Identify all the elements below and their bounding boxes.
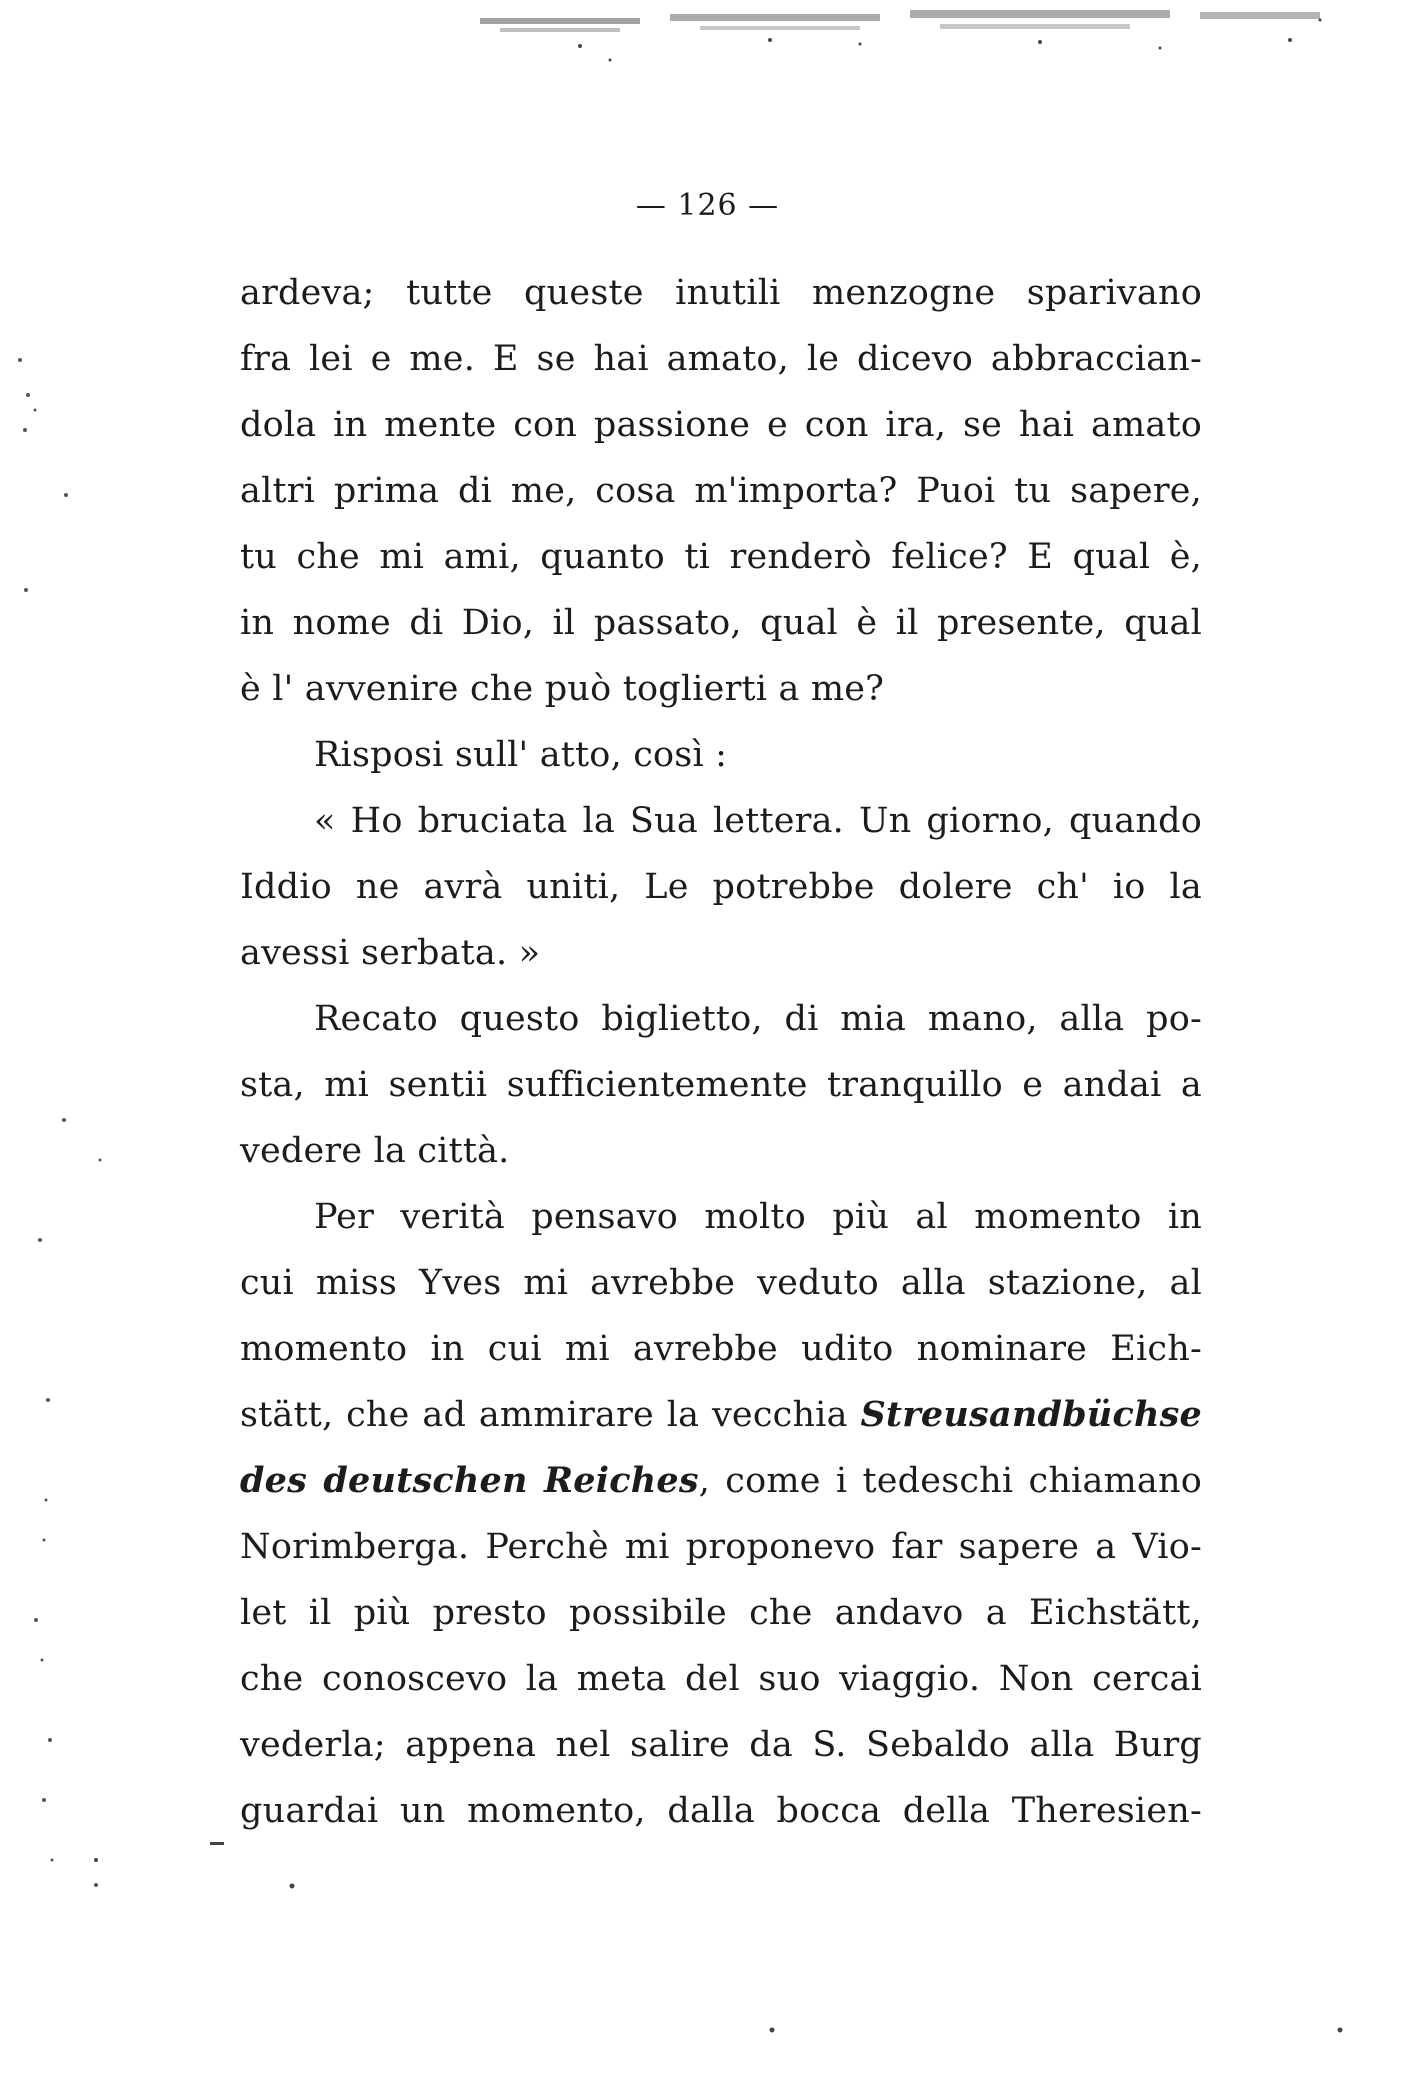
text-line-mixed xyxy=(240,1382,1202,1448)
text-line: altri prima di me, cosa m'importa? Puoi tu sapere, xyxy=(240,471,1202,511)
text-line: Norimberga. Perchè mi proponevo far sapere a Vio- xyxy=(240,1527,1202,1567)
text-line: tu che mi ami, quanto ti renderò felice? E qual è, xyxy=(240,537,1202,577)
text-line: let il più presto possibile che andavo a Eichstätt, xyxy=(240,1593,1202,1633)
text-line: cui miss Yves mi avrebbe veduto alla stazione, al xyxy=(240,1263,1202,1303)
text-line: Iddio ne avrà uniti, Le potrebbe dolere ch' io la xyxy=(240,867,1202,907)
italic-phrase: Streusandbüchse xyxy=(860,1394,1202,1435)
text-line: dola in mente con passione e con ira, se hai amato xyxy=(240,405,1202,445)
text-line: che conoscevo la meta del suo viaggio. Non cercai xyxy=(240,1659,1202,1699)
text-line: sta, mi sentii sufficientemente tranquillo e andai a xyxy=(240,1065,1202,1105)
text-line: ardeva; tutte queste inutili menzogne sparivano xyxy=(240,273,1202,313)
text-line: fra lei e me. E se hai amato, le dicevo abbraccian- xyxy=(240,339,1202,379)
text-line: « Ho bruciata la Sua lettera. Un giorno, quando xyxy=(314,801,1202,841)
text-line: avessi serbata. » xyxy=(240,933,541,973)
text-line: guardai un momento, dalla bocca della Theresien- xyxy=(240,1791,1202,1831)
text-run: stätt, che ad ammirare la vecchia xyxy=(240,1395,861,1435)
text-run: , come i tedeschi chiamano xyxy=(698,1461,1202,1501)
text-line: vederla; appena nel salire da S. Sebaldo alla Burg xyxy=(240,1725,1202,1765)
body-text xyxy=(240,260,1202,1844)
page-number: — 126 — xyxy=(635,188,780,223)
text-line: vedere la città. xyxy=(240,1131,510,1171)
scan-noise-top xyxy=(440,0,1340,70)
text-line: Risposi sull' atto, così : xyxy=(314,735,728,775)
italic-phrase: des deutschen Reiches xyxy=(240,1460,699,1501)
text-line: Per verità pensavo molto più al momento in xyxy=(314,1197,1202,1237)
text-line: in nome di Dio, il passato, qual è il presente, qual xyxy=(240,603,1202,643)
margin-specks xyxy=(0,300,110,2000)
text-line: Recato questo biglietto, di mia mano, alla po- xyxy=(314,999,1202,1039)
text-line-mixed xyxy=(240,1448,1202,1514)
text-line: è l' avvenire che può toglierti a me? xyxy=(240,669,885,709)
bottom-specks xyxy=(0,1830,1410,2090)
text-line: momento in cui mi avrebbe udito nominare Eich- xyxy=(240,1329,1202,1369)
